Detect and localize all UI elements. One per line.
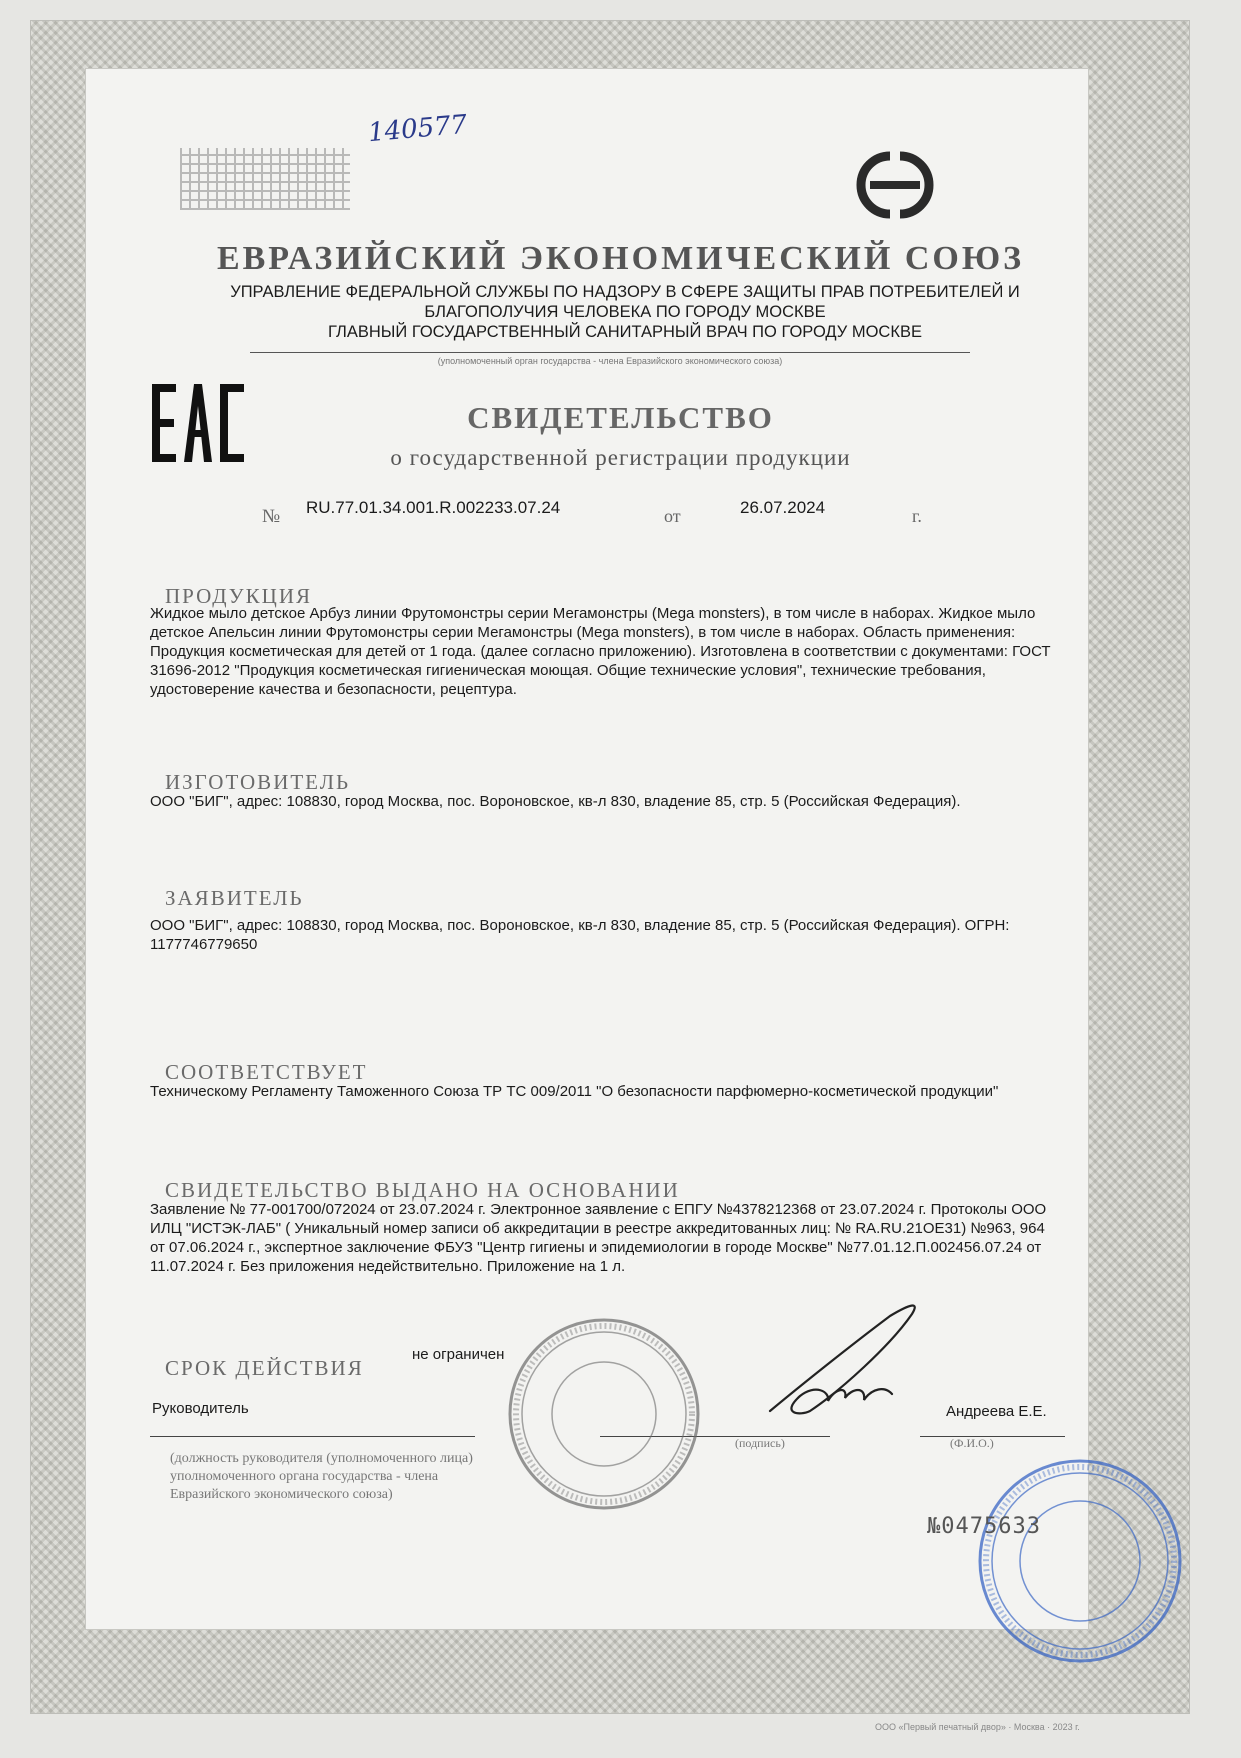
security-code-pattern (180, 148, 350, 210)
authority-note: (уполномоченный орган государства - члена Евразийского экономического союза) (437, 356, 783, 366)
conforms-label: СООТВЕТСТВУЕТ (165, 1060, 368, 1084)
manufacturer-text: ООО "БИГ", адрес: 108830, город Москва, пос. Вороновское, кв-л 830, владение 85, стр. 5 (Российская Федерация). (150, 793, 961, 810)
union-title: ЕВРАЗИЙСКИЙ ЭКОНОМИЧЕСКИЙ СОЮЗ (216, 240, 1025, 277)
product-text: Жидкое мыло детское Арбуз линии Фрутомонстры серии Мегамонстры (Mega monsters), в том числе в наборах. Жидкое мыло детское Апельсин линии Фрутомонстры серии Мегамонстры (Mega monsters), в том числе в наборах. Область применения: Продукция косметическая для детей от 1 года. (далее согласно приложению). Изготовлена в соответствии с документами: ГОСТ 31696-2012 "Продукция косметическая гигиеническая моющая. Общие технические условия", технические требования, удостоверение качества и безопасности, рецептура. (150, 605, 1051, 698)
signatory-role: Руководитель (152, 1400, 249, 1417)
applicant-text: ООО "БИГ", адрес: 108830, город Москва, пос. Вороновское, кв-л 830, владение 85, стр. 5 (Российская Федерация). ОГРН: 1177746779650 (150, 917, 1010, 953)
authority-line-3: ГЛАВНЫЙ ГОСУДАРСТВЕННЫЙ САНИТАРНЫЙ ВРАЧ ПО ГОРОДУ МОСКВЕ (328, 323, 922, 341)
handwritten-number: 140577 (366, 109, 469, 149)
number-sign: № (262, 506, 281, 527)
validity-label: СРОК ДЕЙСТВИЯ (165, 1356, 364, 1380)
product-label: ПРОДУКЦИЯ (165, 584, 313, 608)
basis-label: СВИДЕТЕЛЬСТВО ВЫДАНО НА ОСНОВАНИИ (165, 1178, 680, 1202)
authority-divider (250, 352, 970, 353)
date-label: от (664, 506, 681, 526)
certificate-date: 26.07.2024 (740, 498, 826, 517)
form-number: №0475633 (927, 1514, 1041, 1539)
conformity-mark-icon (850, 150, 940, 220)
authority-line-1: УПРАВЛЕНИЕ ФЕДЕРАЛЬНОЙ СЛУЖБЫ ПО НАДЗОРУ В СФЕРЕ ЗАЩИТЫ ПРАВ ПОТРЕБИТЕЛЕЙ И (230, 283, 1020, 301)
certificate-title: СВИДЕТЕЛЬСТВО (467, 400, 774, 435)
certificate-number: RU.77.01.34.001.R.002233.07.24 (306, 498, 561, 517)
applicant-label: ЗАЯВИТЕЛЬ (165, 886, 304, 910)
printer-note: ООО «Первый печатный двор» · Москва · 2023 г. (875, 1722, 1080, 1732)
manufacturer-label: ИЗГОТОВИТЕЛЬ (165, 770, 351, 794)
certificate-subtitle: о государственной регистрации продукции (390, 445, 851, 470)
validity-value: не ограничен (412, 1346, 505, 1363)
fio-caption: (Ф.И.О.) (950, 1436, 994, 1450)
official-seal (504, 1314, 704, 1514)
conforms-text: Техническому Регламенту Таможенного Союза ТР ТС 009/2011 "О безопасности парфюмерно-косметической продукции" (150, 1083, 999, 1100)
position-caption: (должность руководителя (уполномоченного лица) уполномоченного органа государства - члена Евразийского экономического союза) (170, 1451, 473, 1502)
signature-mark (740, 1296, 940, 1426)
basis-text: Заявление № 77-001700/072024 от 23.07.2024 г. Электронное заявление с ЕПГУ №4378212368 от 23.07.2024 г. Протоколы ООО ИЛЦ "ИСТЭК-ЛАБ" ( Уникальный номер записи об аккредитации в реестре аккредитованных лиц: № RA.RU.21ОЕ31) №963, 964 от 07.06.2024 г., экспертное заключение ФБУЗ "Центр гигиены и эпидемиологии в городе Москве" №77.01.12.П.002456.07.24 от 11.07.2024 г. Без приложения недействительно. Приложение на 1 л. (150, 1201, 1047, 1275)
authority-line-2: БЛАГОПОЛУЧИЯ ЧЕЛОВЕКА ПО ГОРОДУ МОСКВЕ (424, 303, 826, 321)
certification-body-seal (975, 1456, 1185, 1666)
signature-caption: (подпись) (735, 1436, 785, 1450)
year-suffix: г. (912, 506, 922, 526)
signatory-name: Андреева Е.Е. (946, 1403, 1047, 1420)
position-line (150, 1436, 475, 1437)
